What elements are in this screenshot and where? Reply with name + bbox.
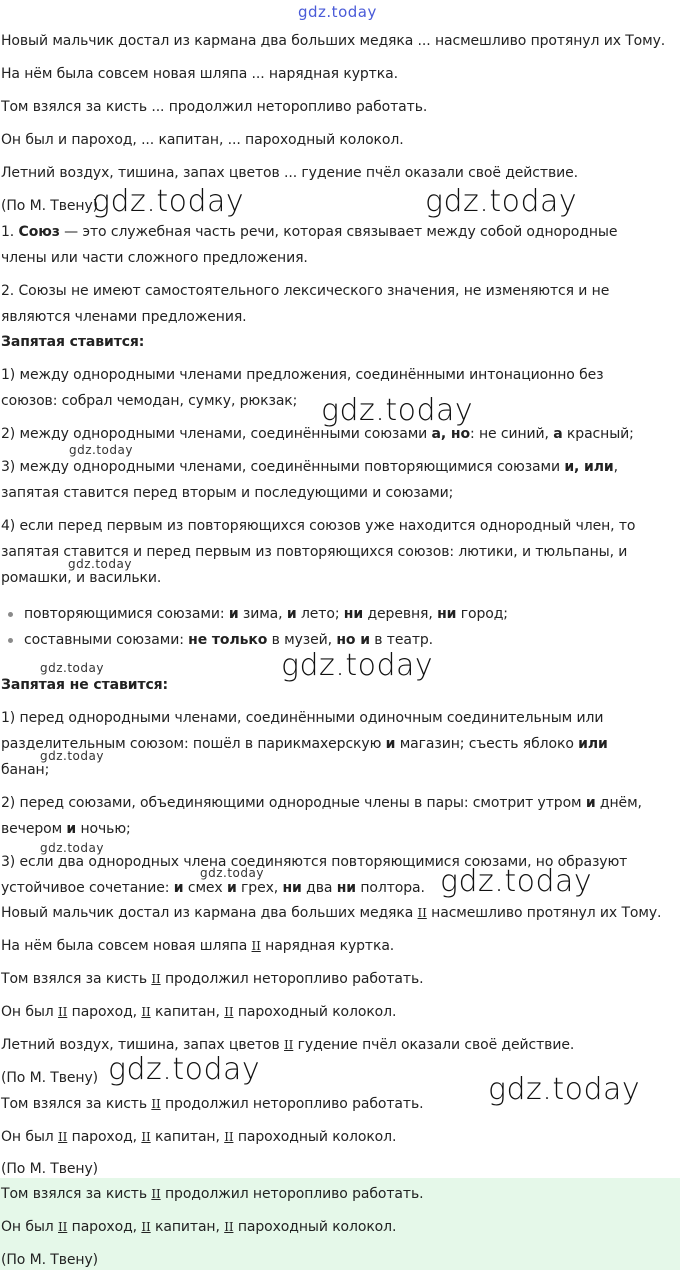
rule-1-line-2: союзов: собрал чемодан, сумку, рюкзак; [1, 393, 298, 409]
task-line-1: Новый мальчик достал из кармана два больших медяка ... насмешливо протянул их Тому. [1, 33, 666, 49]
watermark: gdz.today [425, 184, 578, 219]
no-comma-heading: Запятая не ставится: [1, 677, 169, 693]
watermark: gdz.today [108, 1052, 261, 1087]
answer-line-3-repeat: Том взялся за кисть II продолжил неторопливо работать. [1, 1096, 424, 1112]
watermark: gdz.today [488, 1072, 641, 1107]
answer-line-4-repeat: Он был II пароход, II капитан, II пароходный колокол. [1, 1129, 397, 1145]
answer-line-5: Летний воздух, тишина, запах цветов II гудение пчёл оказали своё действие. [1, 1037, 575, 1053]
rule-4-line-1: 4) если перед первым из повторяющихся союзов уже находится однородный член, то [1, 518, 636, 534]
watermark: gdz.today [440, 864, 593, 899]
task-line-2: На нём была совсем новая шляпа ... нарядная куртка. [1, 66, 398, 82]
rule-3-line-1: 3) между однородными членами, соединёнными повторяющимися союзами и, или, [1, 459, 618, 475]
no-rule-3-line-2: устойчивое сочетание: и смех и грех, ни два ни полтора. [1, 880, 425, 896]
rule-4-line-2: запятая ставится и перед первым из повторяющихся союзов: лютики, и тюльпаны, и [1, 544, 628, 560]
task-line-4: Он был и пароход, ... капитан, ... пароходный колокол. [1, 132, 404, 148]
answer-line-3: Том взялся за кисть II продолжил неторопливо работать. [1, 971, 424, 987]
task-line-5: Летний воздух, тишина, запах цветов ... гудение пчёл оказали своё действие. [1, 165, 578, 181]
answer-line-2: На нём была совсем новая шляпа II нарядная куртка. [1, 938, 395, 954]
rule-4-line-3: ромашки, и васильки. [1, 570, 162, 586]
no-rule-1-line-3: банан; [1, 762, 50, 778]
watermark-small: gdz.today [40, 661, 104, 675]
task-line-3: Том взялся за кисть ... продолжил неторопливо работать. [1, 99, 428, 115]
watermark-small: gdz.today [40, 749, 104, 763]
watermark: gdz.today [92, 184, 245, 219]
answer-source: (По М. Твену) [1, 1070, 99, 1086]
theory-p2-line-2: являются членами предложения. [1, 309, 247, 325]
theory-p2-line-1: 2. Союзы не имеют самостоятельного лексического значения, не изменяются и не [1, 283, 610, 299]
watermark-small: gdz.today [69, 443, 133, 457]
answer-line-4: Он был II пароход, II капитан, II пароходный колокол. [1, 1004, 397, 1020]
final-answer-source: (По М. Твену) [1, 1252, 99, 1268]
no-rule-3-line-1: 3) если два однородных члена соединяются повторяющимися союзами, но образуют [1, 854, 628, 870]
rule-3-line-2: запятая ставится перед вторым и последующими и союзами; [1, 485, 454, 501]
bullet-item-1: повторяющимися союзами: и зима, и лето; ни деревня, ни город; [24, 606, 508, 622]
theory-p1-line-2: члены или части сложного предложения. [1, 250, 308, 266]
bullet-dot [8, 612, 13, 617]
task-source: (По М. Твену) [1, 198, 99, 214]
no-rule-2-line-1: 2) перед союзами, объединяющими однородные члены в пары: смотрит утром и днём, [1, 795, 642, 811]
watermark: gdz.today [321, 393, 474, 428]
watermark-small: gdz.today [40, 841, 104, 855]
comma-heading: Запятая ставится: [1, 334, 145, 350]
no-rule-1-line-2: разделительным союзом: пошёл в парикмахерскую и магазин; съесть яблоко или [1, 736, 608, 752]
rule-1-line-1: 1) между однородными членами предложения, соединёнными интонационно без [1, 367, 604, 383]
final-answer-line-4: Он был II пароход, II капитан, II пароходный колокол. [1, 1219, 397, 1235]
watermark-top: gdz.today [298, 3, 377, 21]
bullet-dot [8, 638, 13, 643]
watermark-small: gdz.today [68, 557, 132, 571]
answer-line-1: Новый мальчик достал из кармана два больших медяка II насмешливо протянул их Тому. [1, 905, 662, 921]
theory-p1-line-1: 1. Союз — это служебная часть речи, которая связывает между собой однородные [1, 224, 618, 240]
watermark-small: gdz.today [200, 866, 264, 880]
bullet-item-2: составными союзами: не только в музей, но и в театр. [24, 632, 434, 648]
watermark: gdz.today [281, 648, 434, 683]
no-rule-1-line-1: 1) перед однородными членами, соединёнными одиночным соединительным или [1, 710, 604, 726]
no-rule-2-line-2: вечером и ночью; [1, 821, 131, 837]
answer-source-repeat: (По М. Твену) [1, 1161, 99, 1177]
rule-2: 2) между однородными членами, соединёнными союзами а, но: не синий, а красный; [1, 426, 634, 442]
final-answer-line-3: Том взялся за кисть II продолжил неторопливо работать. [1, 1186, 424, 1202]
